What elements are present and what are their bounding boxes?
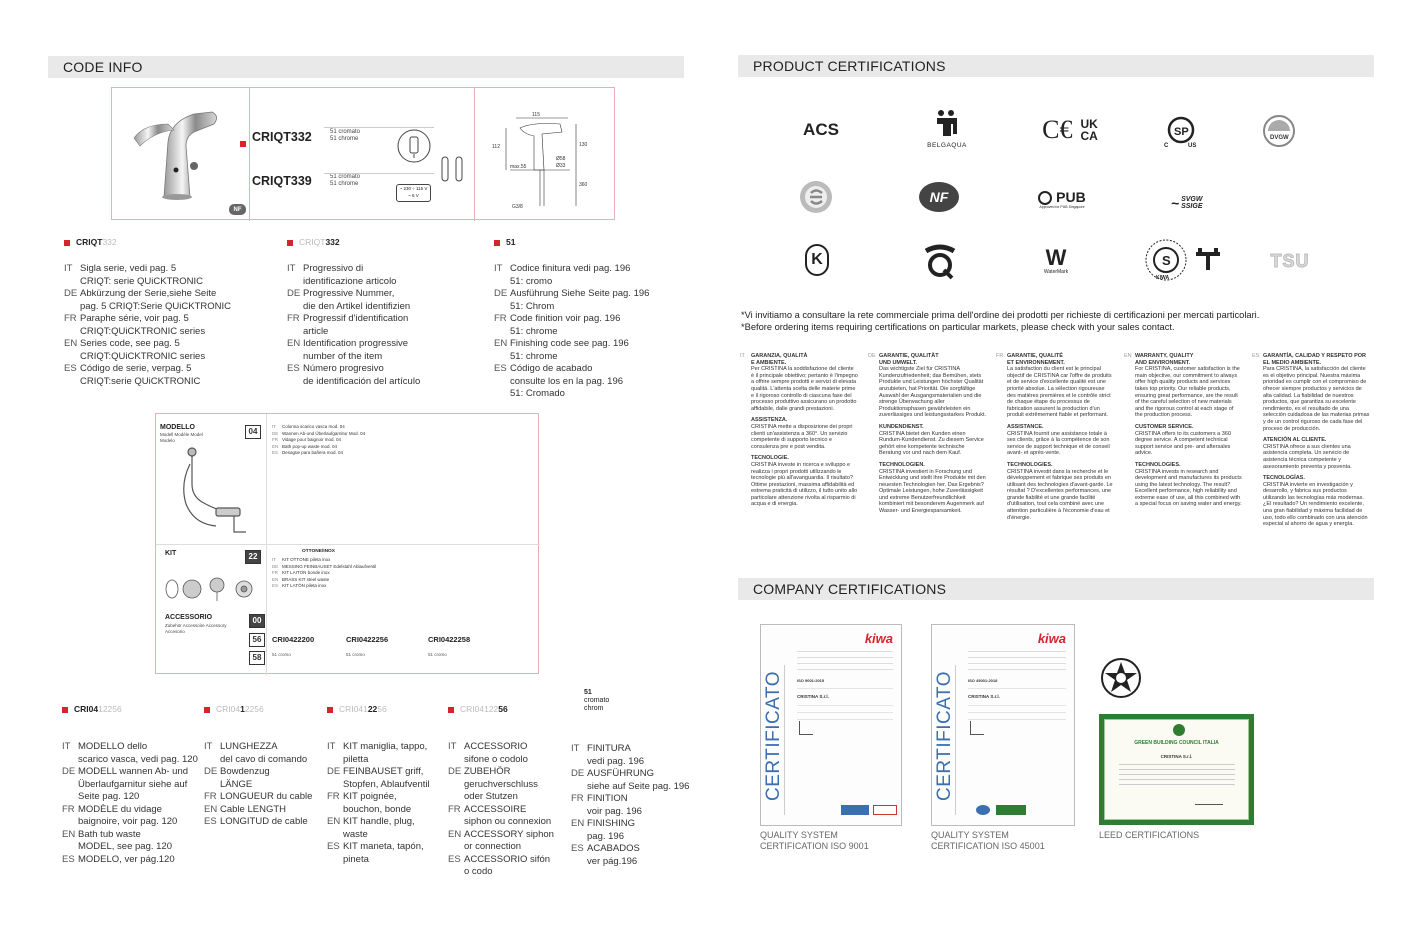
guarantee-col-de: DE GARANTIE, QUALITÄT UND UMWELT. Das wichtigste Ziel für CRISTINA Kundenzufriedenheit; das Bemühen, stets Produkte und Leistungen höchster Qualität anzubieten, hat Priorität. Die sorgfältige Auswahl der Ausgangsmaterialien und die strenge Überwachung aller Produktionsphasen gewährleisten ein zuverlässiges und leistungsstarkes Produkt. KUNDENDIENST. CRISTINA bietet den Kunden einen Rundum-Kundendienst. Zu diesem Service gehört eine kompetente technische Beratung vor und nach dem Kauf. TECHNOLOGIEN. CRISTINA investiert in Forschung und Entwicklung und stellt ihre Produkte mit den neuesten Technologien her. Das Ergebnis? Optimale Leistungen, hohe Zuverlässigkeit und extreme Benutzerfreundlichkeit kombiniert mit besonderem Augenmerk auf Wasser- und Energiesparsamkeit.: [868, 353, 986, 515]
variant-code: CRI0422256: [346, 635, 389, 644]
dim-g38: G3/8: [512, 204, 523, 210]
svg-text:KIWA: KIWA: [1156, 275, 1170, 281]
iso9001-certificate: CERTIFICATO kiwa ISO 9001:2015 CRISTINA S.r.l.: [760, 624, 902, 826]
sensor-icon: [396, 128, 432, 164]
kit-title: KIT: [165, 550, 177, 557]
dim-115: 115: [532, 112, 540, 118]
svgw-logo: ~ SVGW SSIGE: [1170, 195, 1203, 211]
code-col-1: CRIQT332 IT Sigla serie, vedi pag. 5 CRIQT: serie QUiCKTRONIC DE Abkürzung der Serie,siehe Seite pag. 5 CRIQT:Serie QUiCKTRONIC FR Paraphe série, voir pag. 5 CRIQT:QUiCKTRONIC series EN Series code, see pag. 5 CRIQT:QUiCKTRONIC series ES Código de serie, verpag. 5 CRIQT:serie QUiCKTRONIC: [64, 237, 231, 387]
code-col-2: CRIQT332 IT Progressivo di identificazione articolo DE Progressive Nummer, die den Artikel identifizien FR Progressif d'identification article EN Identification progressive number of the item ES Número progresivo de identificación del artículo: [287, 237, 421, 387]
variant-code: CRI0422258: [428, 635, 471, 644]
certificato-word: CERTIFICATO: [934, 670, 955, 801]
tsu-logo: TSU: [1270, 250, 1310, 271]
svg-text:S: S: [1162, 253, 1171, 268]
voltage-box: ~ 230 ÷ 115 V ~ 6 V: [396, 184, 431, 202]
variant-codes: CRI0422200 51 cromo CRI0422256 51 cromo CRI0422258 51 cromo: [272, 635, 536, 657]
dim-33: Ø33: [556, 163, 566, 169]
guarantee-col-it: IT GARANZIA, QUALITÀ E AMBIENTE. Per CRISTINA la soddisfazione del cliente è il principale obiettivo; pertanto è l'impegno a offrire sempre prodotti e servizi di elevata qualità. L'attenta scelta delle materie prime e il rigoroso controllo di ciascuna fase del processo produttivo assicurano un prodotto affidabile, dalle grandi prestazioni. ASSISTENZA. CRISTINA mette a disposizione dei propri clienti un'assistenza a 360°. Un servizio competente di supporto tecnico e consulenza pre e post vendita. TECNOLOGIE. CRISTINA investe in ricerca e sviluppo e realizza i propri prodotti utilizzando le tecnologie più all'avanguardia. Il risultato? Ottime prestazioni, massima affidabilità ed estrema praticità di utilizzo, il tutto unito allo particolare attenzione rivolta al risparmio di acqua e di energia.: [740, 353, 858, 508]
variant-code: CRI0422200: [272, 635, 315, 644]
code-col-3: 51 IT Codice finitura vedi pag. 196 51: cromo DE Ausführung Siehe Seite pag. 196 51: Chrom FR Code finition voir pag. 196 51: chrome EN Finishing code see pag. 196 51: chrome ES Código de acabado consulte los en la pag. 196 51: Cromado: [494, 237, 650, 399]
acs-logo: ACS: [803, 120, 839, 139]
svg-text:US: US: [1188, 143, 1197, 148]
modello-sub: Modell Modèle Model Modelo: [160, 432, 203, 443]
leed-certificate: GREEN BUILDING COUNCIL ITALIA CRISTINA S.r.l.: [1099, 714, 1254, 825]
kit-head: OTTONE/INOX: [302, 549, 335, 554]
kiwa-logo: kiwa: [1037, 631, 1066, 646]
kit-num: 22: [245, 550, 261, 564]
code1-sub1: 51 cromato: [330, 129, 361, 135]
csa-logo: [1158, 112, 1204, 150]
iso9001-caption: QUALITY SYSTEM CERTIFICATION ISO 9001: [760, 830, 869, 851]
svg-text:DVGW: DVGW: [1270, 135, 1289, 141]
technical-drawing: [490, 106, 600, 216]
t-mark-logo: [1193, 246, 1223, 272]
accessorio-title: ACCESSORIO: [165, 614, 213, 621]
nf-logo: NF: [918, 180, 960, 214]
dim-112: 112: [492, 144, 500, 150]
code2-sub2: 51 chrome: [330, 181, 359, 187]
cert-notice: *Vi invitiamo a consultare la rete commerciale prima dell'ordine dei prodotti per richieste di certificazioni per mercati particolari. *Before ordering items requiring certifications on particular markets, please check with your sales contact.: [741, 310, 1260, 332]
kiwa-body-logo: [1142, 236, 1190, 284]
product-certifications-header: PRODUCT CERTIFICATIONS: [738, 55, 1374, 77]
faucet-image: [124, 102, 224, 202]
code-info-header: CODE INFO: [48, 56, 684, 78]
guarantee-col-es: ES GARANTÍA, CALIDAD Y RESPETO POR EL MEDIO AMBIENTE. Para CRISTINA, la satisfacción del cliente es el objetivo principal. Nuestra máxima prioridad es cumplir con el compromiso de ofrecer siempre productos y servicios de alta calidad. La fiabilidad de nuestros productos, que garantiza su excelente rendimiento, es el resultado de una selección cuidadosa de las materias primas y de un control riguroso de cada fase del proceso de producción. ATENCIÓN AL CLIENTE. CRISTINA ofrece a sus clientes una asistencia completa. Un servicio de asistencia técnica competente y asesoramiento preventa y posventa. TECNOLOGÍAS. CRISTINA invierte en investigación y desarrollo, y fabrica sus productos utilizando las tecnologías más modernas. ¿El resultado? Un rendimiento excelente, una gran fiabilidad y máxima facilidad de uso, todo ello combinado con una atención especial al ahorro de agua y energía.: [1252, 353, 1370, 528]
leed-star-logo: [1100, 657, 1142, 704]
bottom-col-4: CRI0412256 IT ACCESSORIO sifone o codolo DE ZUBEHÖR geruchverschluss oder Stutzen FR ACCESSOIRE siphon ou connexion EN ACCESSORY siphon or connection ES ACCESSORIO sifón o codo: [448, 704, 554, 877]
num-56: 56: [249, 633, 265, 647]
guarantee-col-en: EN WARRANTY, QUALITY AND ENVIRONMENT. For CRISTINA, customer satisfaction is the main objective, our commitment to always offer high quality products and services takes top priority. Our reliable products, ensuring great performance, are the result of the careful selection of new materials and the rigorous control at each stage of the production process. CUSTOMER SERVICE. CRISTINA offers to its customers a 360 degree service. A competent technical support service and pre- and aftersales advice. TECHNOLOGIES. CRISTINA invests in research and development and manufactures its products using the latest technology. The result? Excellent performance, high reliability and extreme ease of use, all this combined with a special focus on saving water and energy.: [1124, 353, 1242, 508]
belgaqua-logo: BELGAQUA: [917, 100, 977, 156]
company-certifications-header: COMPANY CERTIFICATIONS: [738, 578, 1374, 600]
accessorio-sub: Zubehör Accessoire Accessory Accesorio: [165, 623, 227, 634]
bath-waste-box: [155, 413, 539, 674]
dim-max55: max.55: [510, 164, 527, 170]
code2: CRIQT339: [252, 174, 312, 188]
sensor-pair-icon: [437, 154, 467, 188]
kit-lines: IT KIT OTTONE pileta inox DE MESSING FEINBAUSET Edelstahl Ablaufventil FR KIT LAITON bonde inox EN BRASS KIT steel waste ES KIT LATÓN pileta inox: [272, 557, 377, 588]
code1-sub2: 51 chrome: [330, 136, 359, 142]
modello-num: 04: [245, 425, 261, 439]
bottom-col-3: CRI0412256 IT KIT maniglia, tappo, piletta DE FEINBAUSET griff, Stopfen, Ablaufventil FR KIT poignée, bouchon, bonde EN KIT handle, plug, waste ES KIT maneta, tapón, pineta: [327, 704, 430, 865]
q-mark-logo: [918, 242, 962, 282]
ce-ukca-logo: C€ UK CA: [1042, 115, 1098, 144]
svg-text:C: C: [1164, 143, 1169, 148]
kc-logo: K: [804, 242, 830, 278]
nf-badge: NF: [229, 204, 246, 215]
iso45001-certificate: CERTIFICATO kiwa ISO 45001:2018 CRISTINA S.r.l.: [931, 624, 1075, 826]
modello-lines: IT Colonna scarico vasca mod. 04 DE Wannen Ab-und Überlaufgarnitur Mod. 04 FR Vidage pour baignoir mod. 04 EN Bath pop-up waste mod. 04 ES Desagüe para bañera mod. 04: [272, 424, 366, 455]
certificato-word: CERTIFICATO: [763, 670, 784, 801]
bath-waste-image: [176, 444, 251, 539]
dim-130: 130: [579, 142, 588, 148]
kiwa-logo: kiwa: [864, 631, 893, 646]
svg-text:SP: SP: [1174, 126, 1189, 138]
watermark-logo: W WaterMark: [1043, 245, 1069, 275]
bottom-col-1: CRI0412256 IT MODELLO dello scarico vasca, vedi pag. 120 DE MODELL wannen Ab- und Überlaufgarnitur siehe auf Seite pag. 120 FR MODÈLE du vidage baignoire, voir pag. 120 EN Bath tub waste MODEL, see pag. 120 ES MODELO, ver pág.120: [62, 704, 198, 865]
code1: CRIQT332: [252, 130, 312, 144]
dim-58: Ø58: [556, 156, 566, 162]
dvgw-logo: [1260, 112, 1298, 150]
e-mark-logo: [797, 178, 835, 216]
iso45001-caption: QUALITY SYSTEM CERTIFICATION ISO 45001: [931, 830, 1045, 851]
kit-parts-image: [162, 576, 262, 602]
product-hero-box: [111, 87, 615, 220]
leed-caption: LEED CERTIFICATIONS: [1099, 830, 1200, 840]
code1-marker: [240, 141, 246, 147]
pub-logo: PUB Approved for PUB Singapore: [1039, 188, 1086, 210]
bottom-col-2: CRI0412256 IT LUNGHEZZA del cavo di comando DE Bowdenzug LÄNGE FR LONGUEUR du cable EN Cable LENGTH ES LONGITUD de cable: [204, 704, 313, 827]
num-58: 58: [249, 651, 265, 665]
guarantee-col-fr: FR GARANTIE, QUALITÉ ET ENVIRONNEMENT. La satisfaction du client est le principal objectif de CRISTINA car l'offre de produits et de service d'excellente qualité est une priorité absolue. La sélection rigoureuse des matières premières et le contrôle strict de chaque étape du processus de fabrication assurent la production d'un produit extrêmement fiable et performant. ASSISTANCE. CRISTINA fournit une assistance totale à ses clients, grâce à la compétence de son service de support technique et de conseil avant- et après-vente. TECHNOLOGIES. CRISTINA investit dans la recherche et le développement et fabrique ses produits en utilisant des technologies d'avant-garde. Le résultat ? D'excellentes performances, une grande fiabilité et une grande facilité d'utilisation, tout cela combiné avec une attention particulière à l'économie d'eau et d'énergie.: [996, 353, 1113, 521]
dim-360: 360: [579, 182, 588, 188]
bottom-col-5: 51 cromato chrom IT FINITURA vedi pag. 196 DE AUSFÜHRUNG siehe auf Seite pag. 196 FR FINITION voir pag. 196 EN FINISHING pag. 196 ES ACABADOS ver pág.196: [571, 689, 690, 867]
accessorio-num: 00: [249, 614, 265, 628]
modello-title: MODELLO: [160, 424, 195, 431]
code2-sub1: 51 cromato: [330, 174, 361, 180]
